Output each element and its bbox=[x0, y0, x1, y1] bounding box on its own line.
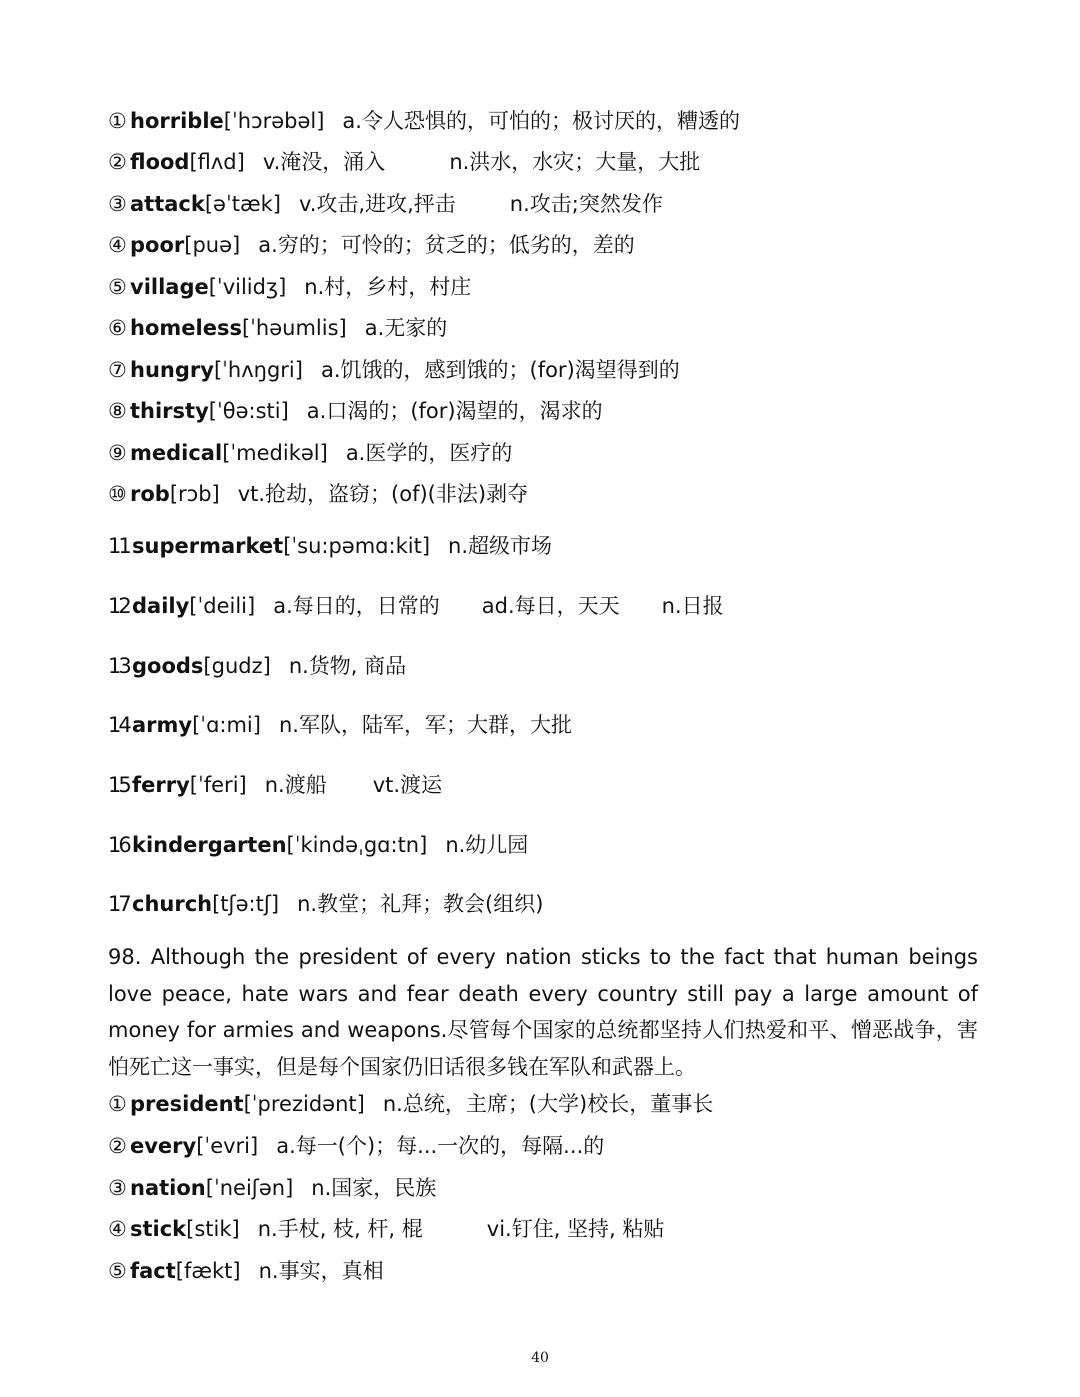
entry-word: fact bbox=[130, 1259, 176, 1283]
entry-word: goods bbox=[132, 654, 204, 678]
entry-phonetic: [ˈkindəˌgɑ:tn] bbox=[286, 833, 428, 857]
entry-word: supermarket bbox=[132, 534, 284, 558]
entry-phonetic: [ˈvilidʒ] bbox=[208, 275, 287, 299]
entry-definition: n.日报 bbox=[661, 594, 724, 618]
entry-phonetic: [ˈmedikəl] bbox=[222, 441, 328, 465]
entry-word: rob bbox=[130, 482, 170, 506]
vocab-entry bbox=[108, 532, 588, 560]
entry-word: army bbox=[132, 713, 193, 737]
entry-definition: n.幼儿园 bbox=[445, 833, 529, 857]
entry-definition: a.穷的；可怜的；贫乏的；低劣的，差的 bbox=[258, 233, 635, 257]
entry-phonetic: [flʌd] bbox=[189, 150, 245, 174]
entry-definition: n.事实，真相 bbox=[258, 1259, 384, 1283]
entry-word: church bbox=[132, 892, 213, 916]
vocab-entry bbox=[108, 1132, 640, 1160]
vocab-entry bbox=[108, 711, 608, 739]
entry-definition: a.医学的，医疗的 bbox=[345, 441, 513, 465]
entry-phonetic: [ˈhəumlis] bbox=[241, 316, 347, 340]
entry-word: homeless bbox=[130, 316, 242, 340]
entry-word: ferry bbox=[132, 773, 190, 797]
entry-number: ⑨ bbox=[108, 441, 127, 465]
vocab-entry bbox=[108, 592, 760, 620]
entry-number: 16 bbox=[108, 833, 129, 857]
vocab-entry bbox=[108, 1215, 700, 1243]
vocab-entry bbox=[108, 439, 548, 467]
entry-phonetic: [tʃə:tʃ] bbox=[212, 892, 280, 916]
entry-word: president bbox=[130, 1092, 244, 1116]
entry-phonetic: [ˈferi] bbox=[189, 773, 247, 797]
entry-definition: a.饥饿的，感到饿的；(for)渴望得到的 bbox=[320, 358, 680, 382]
entry-word: thirsty bbox=[130, 399, 209, 423]
entry-word: nation bbox=[130, 1176, 206, 1200]
entry-word: horrible bbox=[130, 109, 224, 133]
entry-phonetic: [əˈtæk] bbox=[204, 192, 281, 216]
entry-phonetic: [ˈθə:sti] bbox=[208, 399, 289, 423]
entry-definition: a.口渴的；(for)渴望的，渴求的 bbox=[306, 399, 603, 423]
entry-number: ② bbox=[108, 1134, 127, 1158]
entry-number: 15 bbox=[108, 773, 129, 797]
entry-number: ③ bbox=[108, 1176, 127, 1200]
vocab-entry bbox=[108, 314, 483, 342]
entry-number: ⑧ bbox=[108, 399, 127, 423]
entry-phonetic: [ˈprezidənt] bbox=[243, 1092, 365, 1116]
vocab-entry bbox=[108, 356, 716, 384]
entry-word: hungry bbox=[130, 358, 214, 382]
entry-number: 12 bbox=[108, 594, 129, 618]
entry-number: ⑤ bbox=[108, 275, 127, 299]
entry-phonetic: [ˈhʌŋgri] bbox=[213, 358, 303, 382]
vocab-entry bbox=[108, 890, 579, 918]
entry-number: ⑥ bbox=[108, 316, 127, 340]
entry-definition: n.教堂；礼拜；教会(组织) bbox=[297, 892, 544, 916]
example-sentence: 98. Although the president of every nation sticks to the fact that human beings love peace, hate wars and fear death every country still pay a large amount of money for armies and weapons.尽管每个国家的总统都坚持人们热爱和平、憎恶战争，害怕死亡这一事实，但是每个国家仍旧话很多钱在军队和武器上。 bbox=[108, 945, 978, 1079]
entry-number: ④ bbox=[108, 233, 127, 257]
entry-definition: n.超级市场 bbox=[448, 534, 553, 558]
entry-definition: a.令人恐惧的，可怕的；极讨厌的，糟透的 bbox=[342, 109, 740, 133]
entry-word: poor bbox=[130, 233, 185, 257]
entry-number: 11 bbox=[108, 534, 129, 558]
entry-phonetic: [puə] bbox=[184, 233, 241, 257]
entry-number: ⑩ bbox=[108, 482, 127, 506]
entry-definition: n.渡船 bbox=[264, 773, 327, 797]
entry-number: 14 bbox=[108, 713, 129, 737]
entry-phonetic: [rɔb] bbox=[169, 482, 220, 506]
entry-number: ④ bbox=[108, 1217, 127, 1241]
entry-word: stick bbox=[130, 1217, 187, 1241]
entry-phonetic: [ˈdeili] bbox=[189, 594, 256, 618]
entry-definition: n.国家，民族 bbox=[311, 1176, 437, 1200]
entry-phonetic: [fækt] bbox=[175, 1259, 241, 1283]
vocab-entry bbox=[108, 480, 564, 508]
vocab-entry bbox=[108, 1090, 749, 1118]
entry-phonetic: [stik] bbox=[186, 1217, 240, 1241]
entry-definition: v.攻击,进攻,抨击 bbox=[298, 192, 456, 216]
entry-word: every bbox=[130, 1134, 197, 1158]
entry-definition: n.货物, 商品 bbox=[288, 654, 407, 678]
entry-number: ⑤ bbox=[108, 1259, 127, 1283]
entry-phonetic: [gudz] bbox=[203, 654, 271, 678]
entry-definition: a.每一(个)；每...一次的，每隔...的 bbox=[276, 1134, 605, 1158]
entry-word: medical bbox=[130, 441, 223, 465]
entry-phonetic: [ˈevri] bbox=[196, 1134, 259, 1158]
entry-word: village bbox=[130, 275, 209, 299]
entry-definition: a.无家的 bbox=[364, 316, 448, 340]
entry-definition: vt.渡运 bbox=[372, 773, 443, 797]
entry-word: attack bbox=[130, 192, 205, 216]
entry-definition: n.村，乡村，村庄 bbox=[304, 275, 472, 299]
vocab-entry bbox=[108, 231, 671, 259]
entry-number: ② bbox=[108, 150, 127, 174]
entry-phonetic: [ˈhɔrəbəl] bbox=[223, 109, 325, 133]
vocab-entry bbox=[108, 831, 564, 859]
vocab-entry bbox=[108, 771, 478, 799]
vocab-entry bbox=[108, 397, 639, 425]
entry-number: 17 bbox=[108, 892, 129, 916]
vocab-entry bbox=[108, 1257, 420, 1285]
entry-definition: n.军队，陆军，军；大群，大批 bbox=[278, 713, 572, 737]
entry-number: 13 bbox=[108, 654, 129, 678]
entry-phonetic: [ˈsu:pəmɑ:kit] bbox=[283, 534, 431, 558]
entry-definition: v.淹没，涌入 bbox=[262, 150, 386, 174]
page-number: 40 bbox=[531, 1350, 549, 1366]
entry-definition: ad.每日，天天 bbox=[481, 594, 620, 618]
entry-number: ⑦ bbox=[108, 358, 127, 382]
entry-definition: n.手杖, 枝, 杆, 棍 bbox=[257, 1217, 423, 1241]
entry-definition: n.总统，主席；(大学)校长，董事长 bbox=[382, 1092, 714, 1116]
vocab-entry bbox=[108, 107, 776, 135]
entry-definition: a.每日的，日常的 bbox=[273, 594, 440, 618]
entry-definition: n.攻击;突然发作 bbox=[509, 192, 663, 216]
entry-phonetic: [ˈɑ:mi] bbox=[192, 713, 261, 737]
entry-word: kindergarten bbox=[132, 833, 287, 857]
entry-number: ① bbox=[108, 109, 127, 133]
entry-definition: vt.抢劫，盗窃；(of)(非法)剥夺 bbox=[237, 482, 529, 506]
vocab-entry bbox=[108, 273, 507, 301]
vocab-entry bbox=[108, 190, 699, 218]
vocab-entry bbox=[108, 652, 442, 680]
entry-word: daily bbox=[132, 594, 190, 618]
entry-number: ① bbox=[108, 1092, 127, 1116]
entry-definition: vi.钉住, 坚持, 粘贴 bbox=[486, 1217, 665, 1241]
entry-number: ③ bbox=[108, 192, 127, 216]
vocab-entry bbox=[108, 1174, 472, 1202]
vocab-entry bbox=[108, 148, 736, 176]
entry-definition: n.洪水，水灾；大量，大批 bbox=[449, 150, 701, 174]
entry-phonetic: [ˈneiʃən] bbox=[205, 1176, 294, 1200]
entry-word: flood bbox=[130, 150, 190, 174]
